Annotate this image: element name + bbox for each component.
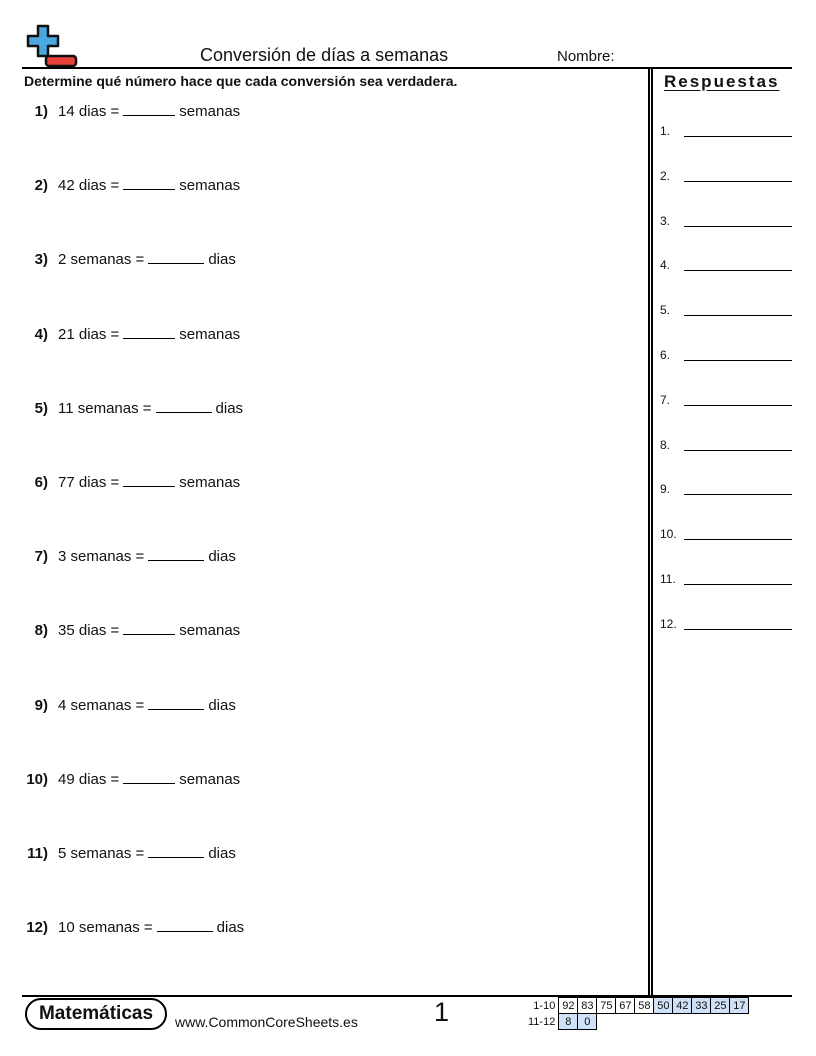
problem-row [0,324,240,344]
site-url: www.CommonCoreSheets.es [175,1014,358,1030]
problem-number: 12) [26,919,48,937]
problem-unit: dias [208,696,236,714]
answer-column-divider [648,68,653,996]
answer-blank[interactable] [123,472,175,487]
answer-blank[interactable] [157,917,213,932]
header-rule [22,67,792,69]
score-cell: 58 [635,998,654,1014]
problem-row [0,917,244,937]
answer-blank[interactable] [148,546,204,561]
answer-blank[interactable] [148,843,204,858]
score-cell: 25 [711,998,730,1014]
answer-blank[interactable] [123,101,175,116]
answer-line[interactable] [684,181,792,182]
worksheet-title: Conversión de días a semanas [200,45,449,65]
score-cell: 92 [559,998,578,1014]
answer-number: 2. [660,168,671,183]
problem-number: 8) [34,622,48,640]
answer-line[interactable] [684,539,792,540]
score-cell: 83 [578,998,597,1014]
problem-unit: dias [208,845,236,862]
answer-number: 11. [660,572,676,586]
problem-row [0,249,236,269]
answer-row [660,348,792,364]
problem-unit: semanas [179,770,241,788]
page-number: 1 [434,997,450,1027]
answer-number: 12. [660,616,677,631]
problem-left: 35 dias = [58,622,120,640]
problem-left: 4 semanas = [58,696,145,714]
problem-left: 10 semanas = [58,919,153,937]
problem-left: 77 dias = [58,474,120,491]
problem-number: 4) [34,325,48,343]
problem-unit: semanas [179,474,241,491]
score-cell: 42 [673,998,692,1014]
problem-number: 5) [34,399,48,417]
problem-number: 6) [34,474,48,491]
score-row [526,1014,749,1030]
answer-number: 9. [660,482,671,497]
problem-unit: semanas [179,325,241,343]
answer-line[interactable] [684,360,792,361]
answer-row [660,617,792,633]
problem-unit: semanas [179,177,241,195]
score-row [526,998,749,1014]
problem-row [0,620,240,640]
answer-row [660,214,792,230]
problem-row [0,398,243,418]
name-label: Nombre: [557,48,615,65]
answer-line[interactable] [684,450,792,451]
brand-badge: Matemáticas [25,998,167,1030]
answer-line[interactable] [684,136,792,137]
answer-blank[interactable] [123,324,175,339]
answer-blank[interactable] [123,769,175,784]
answer-number: 6. [660,348,671,362]
answer-row [660,169,792,185]
problem-row [0,695,236,715]
problem-number: 11) [27,845,48,862]
problem-left: 42 dias = [58,177,120,195]
answer-number: 8. [660,437,671,452]
problem-left: 5 semanas = [58,845,145,862]
answer-number: 4. [660,258,671,273]
answers-title: Respuestas [664,72,780,91]
answer-number: 7. [660,392,671,407]
problem-left: 49 dias = [58,770,120,788]
problem-row [0,472,240,492]
score-cell: 33 [692,998,711,1014]
answer-line[interactable] [684,584,792,585]
problem-row [0,175,240,195]
answer-line[interactable] [684,315,792,316]
answer-row [660,393,792,409]
answer-line[interactable] [684,226,792,227]
plus-minus-logo-icon [22,24,80,68]
score-range: 11-12 [528,1015,556,1028]
problem-left: 2 semanas = [58,251,145,269]
answer-line[interactable] [684,405,792,406]
answer-row [660,258,792,274]
problem-number: 7) [34,548,48,566]
answer-number: 5. [660,303,671,318]
answer-line[interactable] [684,629,792,630]
answer-row [660,572,792,588]
answer-blank[interactable] [148,249,204,264]
score-cell: 67 [616,998,635,1014]
answer-row [660,482,792,498]
answer-line[interactable] [684,494,792,495]
answer-row [660,124,792,140]
problem-left: 11 semanas = [58,399,152,417]
score-cell: 50 [654,998,673,1014]
score-table [526,997,749,1030]
problem-number: 1) [34,103,48,120]
problem-unit: dias [216,919,245,937]
problem-number: 3) [34,251,48,269]
problem-row [0,546,236,566]
problem-row [0,769,240,789]
answer-number: 3. [660,213,671,228]
problem-left: 14 dias = [58,103,120,120]
score-cell: 0 [578,1014,597,1030]
problem-number: 9) [34,696,48,714]
score-range: 1-10 [533,999,556,1012]
score-cell: 8 [559,1014,578,1030]
answer-blank[interactable] [123,175,175,190]
problem-left: 3 semanas = [58,548,145,566]
answer-row [660,527,792,543]
score-cell: 17 [730,998,749,1014]
problem-number: 10) [26,770,48,788]
answer-number: 1. [660,124,671,138]
problem-unit: dias [215,399,244,417]
instructions: Determine qué número hace que cada conversión sea verdadera. [24,73,458,89]
answer-row [660,438,792,454]
problem-number: 2) [34,177,48,195]
problem-unit: semanas [179,622,241,640]
problem-row [0,843,236,863]
problem-row [0,101,240,121]
problem-unit: dias [208,251,236,269]
problem-left: 21 dias = [58,325,120,343]
score-cell: 75 [597,998,616,1014]
answer-blank[interactable] [156,398,212,413]
answer-blank[interactable] [148,695,204,710]
answer-row [660,303,792,319]
problem-unit: dias [208,548,236,566]
answer-line[interactable] [684,270,792,271]
answer-number: 10. [660,527,677,542]
answer-blank[interactable] [123,620,175,635]
problem-unit: semanas [179,103,241,120]
